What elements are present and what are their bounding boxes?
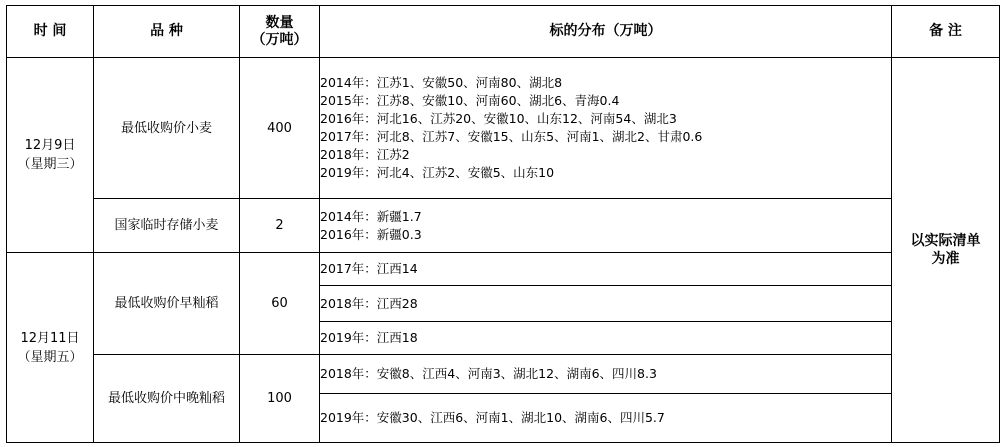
auction-schedule-table <box>6 5 1000 443</box>
distribution-line: 2016年：新疆0.3 <box>320 226 422 242</box>
header-remark: 备 注 <box>892 6 1000 58</box>
distribution-cell <box>320 58 892 199</box>
distribution-line: 2017年：河北8、江苏7、安徽15、山东5、河南1、湖北2、甘肃0.6 <box>320 129 703 144</box>
distribution-cell: 2019年：安徽30、江西6、河南1、湖北10、湖南6、四川5.7 <box>320 394 892 443</box>
distribution-cell: 2017年：江西14 <box>320 253 892 286</box>
weekday-label: （星期五） <box>17 349 83 365</box>
header-quantity <box>240 6 320 58</box>
header-time: 时 间 <box>7 6 94 58</box>
table-row <box>7 253 1000 286</box>
distribution-line: 2014年：新疆1.7 <box>320 208 422 224</box>
variety-cell: 国家临时存储小麦 <box>94 199 240 253</box>
variety-cell: 最低收购价早籼稻 <box>94 253 240 355</box>
variety-cell: 最低收购价中晚籼稻 <box>94 355 240 443</box>
quantity-cell: 400 <box>240 58 320 199</box>
distribution-line: 2019年：河北4、江苏2、安徽5、山东10 <box>320 165 555 180</box>
table-row <box>7 355 1000 394</box>
distribution-line: 2018年：江苏2 <box>320 147 410 162</box>
remark-line1: 以实际清单 <box>910 233 981 249</box>
distribution-cell: 2019年：江西18 <box>320 322 892 355</box>
distribution-cell <box>320 199 892 253</box>
variety-cell: 最低收购价小麦 <box>94 58 240 199</box>
header-variety: 品 种 <box>94 6 240 58</box>
header-distribution: 标的分布（万吨） <box>320 6 892 58</box>
distribution-cell: 2018年：江西28 <box>320 286 892 322</box>
distribution-line: 2016年：河北16、江苏20、安徽10、山东12、河南54、湖北3 <box>320 111 677 126</box>
quantity-cell: 60 <box>240 253 320 355</box>
date-cell-group2 <box>7 253 94 443</box>
header-quantity-line1: 数量 <box>265 14 294 31</box>
remark-line2: 为准 <box>931 251 960 267</box>
date-cell-group1 <box>7 58 94 253</box>
remark-cell <box>892 58 1000 443</box>
distribution-line: 2014年：江苏1、安徽50、河南80、湖北8 <box>320 75 563 90</box>
quantity-cell: 2 <box>240 199 320 253</box>
table-row <box>7 58 1000 199</box>
distribution-cell: 2018年：安徽8、江西4、河南3、湖北12、湖南6、四川8.3 <box>320 355 892 394</box>
weekday-label: （星期三） <box>17 157 83 172</box>
quantity-cell: 100 <box>240 355 320 443</box>
table-row <box>7 199 1000 253</box>
date-label: 12月9日 <box>24 138 76 153</box>
distribution-line: 2015年：江苏8、安徽10、河南60、湖北6、青海0.4 <box>320 93 620 108</box>
header-row <box>7 6 1000 58</box>
date-label: 12月11日 <box>20 330 80 346</box>
header-quantity-line2: （万吨） <box>251 31 308 48</box>
